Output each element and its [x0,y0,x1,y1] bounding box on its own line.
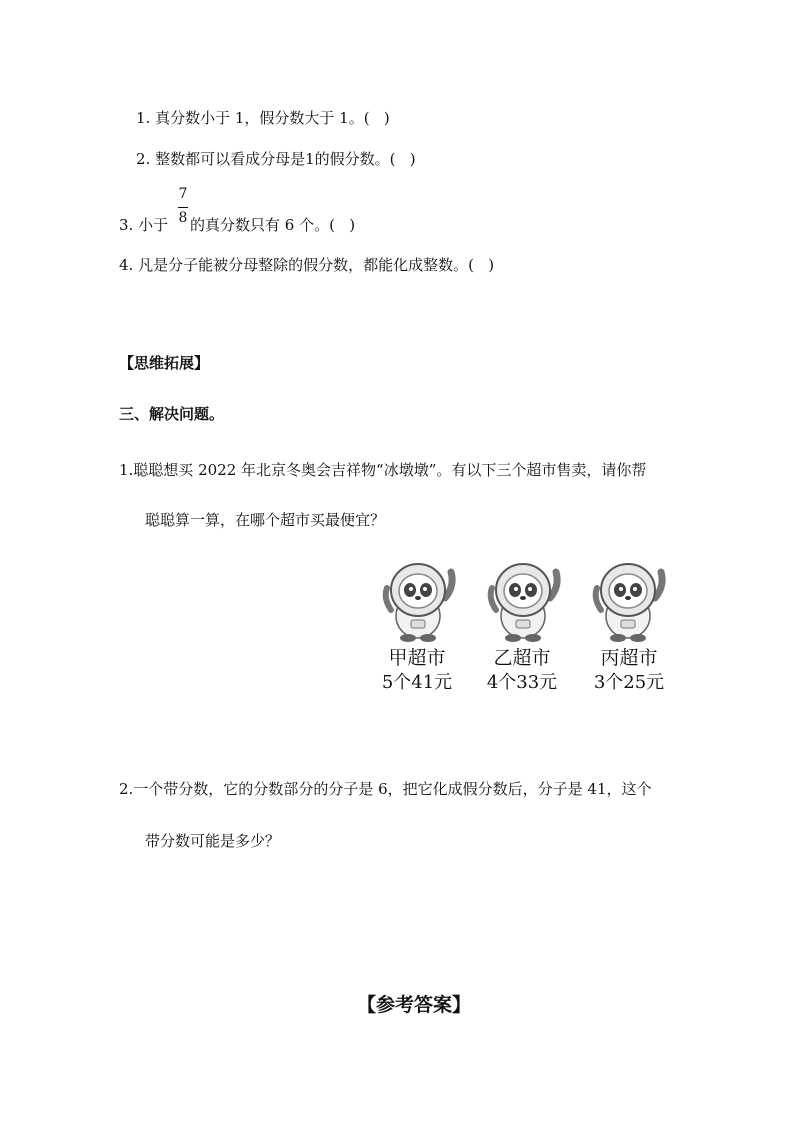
store-name: 甲超市 [388,647,446,669]
fraction-bar [178,207,188,208]
question-3-prefix: 3. 小于 [119,216,169,234]
fraction-denominator: 8 [178,210,188,226]
mascot-icon [373,558,463,644]
store-name: 乙超市 [493,647,551,669]
mascot-icon [478,558,568,644]
store-price: 5个41元 [381,672,453,693]
mascot-icon [583,558,673,644]
question-3-suffix: 的真分数只有 6 个。( ) [190,216,356,234]
problem-1-line-1: 1.聪聪想买 2022 年北京冬奥会吉祥物“冰墩墩”。有以下三个超市售卖，请你帮 [119,461,647,479]
store-price: 3个25元 [593,672,665,693]
problem-2-line-2: 带分数可能是多少？ [145,832,281,850]
section-heading: 【思维拓展】 [119,354,210,372]
answers-heading: 【参考答案】 [357,994,472,1016]
section-title: 三、解决问题。 [119,405,225,423]
store-name: 丙超市 [600,647,658,669]
question-4: 4. 凡是分子能被分母整除的假分数，都能化成整数。( ) [119,256,495,274]
question-2: 2. 整数都可以看成分母是1的假分数。( ) [136,150,416,168]
fraction-numerator: 7 [178,186,188,202]
problem-1-line-2: 聪聪算一算，在哪个超市买最便宜？ [145,511,386,529]
question-1: 1. 真分数小于 1，假分数大于 1。( ) [136,109,390,127]
store-price: 4个33元 [486,672,558,693]
problem-2-line-1: 2.一个带分数，它的分数部分的分子是 6，把它化成假分数后，分子是 41，这个 [119,780,652,798]
